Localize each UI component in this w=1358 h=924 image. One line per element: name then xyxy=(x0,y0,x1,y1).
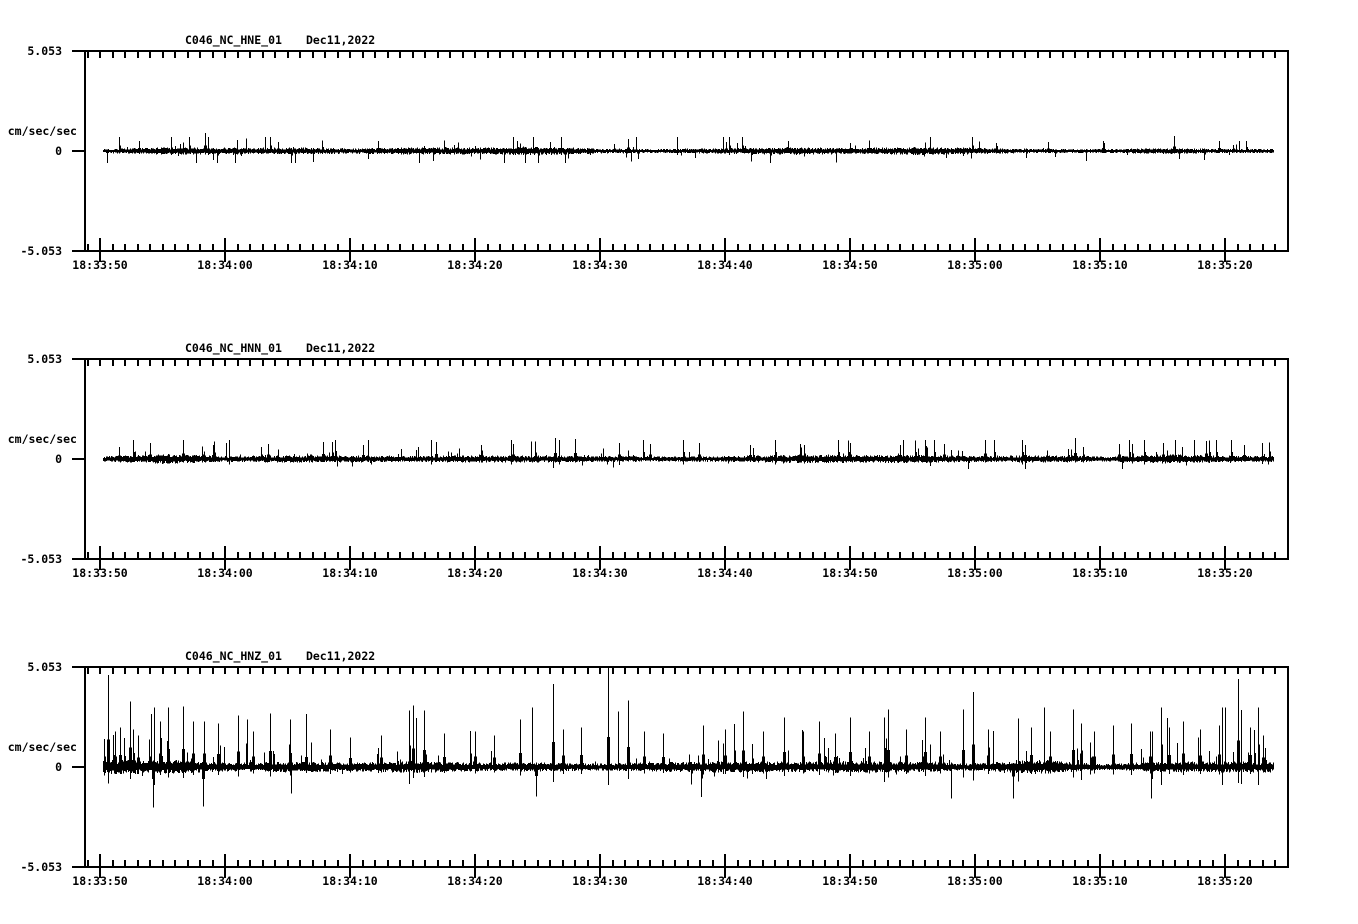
plot-date-label: Dec11,2022 xyxy=(305,33,376,47)
x-tick-label: 18:34:30 xyxy=(572,258,628,272)
x-tick-label: 18:34:10 xyxy=(322,874,378,888)
x-tick-label: 18:33:50 xyxy=(72,566,128,580)
x-tick-label: 18:35:10 xyxy=(1072,258,1128,272)
seismogram-panel-hnz xyxy=(0,616,1358,924)
y-tick-label-bottom: -5.053 xyxy=(20,552,62,566)
x-tick-label: 18:34:30 xyxy=(572,874,628,888)
y-axis-unit-label: cm/sec/sec xyxy=(7,432,77,446)
x-tick-label: 18:34:10 xyxy=(322,566,378,580)
x-tick-label: 18:33:50 xyxy=(72,258,128,272)
x-tick-label: 18:34:20 xyxy=(447,566,503,580)
x-tick-label: 18:35:10 xyxy=(1072,566,1128,580)
y-tick-label-zero: 0 xyxy=(55,760,62,774)
x-tick-label: 18:35:20 xyxy=(1197,566,1253,580)
y-tick-label-zero: 0 xyxy=(55,144,62,158)
plot-date-label: Dec11,2022 xyxy=(305,649,376,663)
channel-id-label: C046_NC_HNE_01 xyxy=(185,33,282,47)
seismogram-panel-hnn xyxy=(0,308,1358,616)
y-tick-label-bottom: -5.053 xyxy=(20,244,62,258)
y-tick-label-bottom: -5.053 xyxy=(20,860,62,874)
x-tick-label: 18:35:00 xyxy=(947,566,1003,580)
x-tick-label: 18:34:20 xyxy=(447,874,503,888)
x-tick-label: 18:35:00 xyxy=(947,258,1003,272)
x-tick-label: 18:34:50 xyxy=(822,874,878,888)
plot-date-label: Dec11,2022 xyxy=(305,341,376,355)
x-tick-label: 18:34:00 xyxy=(197,566,253,580)
y-tick-label-zero: 0 xyxy=(55,452,62,466)
y-axis-unit-label: cm/sec/sec xyxy=(7,124,77,138)
x-tick-label: 18:35:10 xyxy=(1072,874,1128,888)
x-tick-label: 18:34:50 xyxy=(822,258,878,272)
x-axis-labels xyxy=(0,874,1358,890)
x-tick-label: 18:33:50 xyxy=(72,874,128,888)
x-tick-label: 18:34:50 xyxy=(822,566,878,580)
x-tick-label: 18:34:40 xyxy=(697,566,753,580)
x-tick-label: 18:34:00 xyxy=(197,258,253,272)
plot-title xyxy=(185,341,375,355)
seismogram-panel-hne xyxy=(0,0,1358,308)
x-tick-label: 18:34:40 xyxy=(697,258,753,272)
x-axis-labels xyxy=(0,258,1358,274)
x-axis-labels xyxy=(0,566,1358,582)
x-tick-label: 18:34:20 xyxy=(447,258,503,272)
plot-title xyxy=(185,33,375,47)
x-tick-label: 18:35:20 xyxy=(1197,258,1253,272)
x-tick-label: 18:35:20 xyxy=(1197,874,1253,888)
plot-title xyxy=(185,649,375,663)
x-tick-label: 18:35:00 xyxy=(947,874,1003,888)
y-axis-unit-label: cm/sec/sec xyxy=(7,740,77,754)
y-tick-label-top: 5.053 xyxy=(27,660,62,674)
y-tick-label-top: 5.053 xyxy=(27,352,62,366)
x-tick-label: 18:34:10 xyxy=(322,258,378,272)
x-tick-label: 18:34:40 xyxy=(697,874,753,888)
x-tick-label: 18:34:00 xyxy=(197,874,253,888)
channel-id-label: C046_NC_HNZ_01 xyxy=(185,649,282,663)
y-tick-label-top: 5.053 xyxy=(27,44,62,58)
channel-id-label: C046_NC_HNN_01 xyxy=(185,341,282,355)
x-tick-label: 18:34:30 xyxy=(572,566,628,580)
